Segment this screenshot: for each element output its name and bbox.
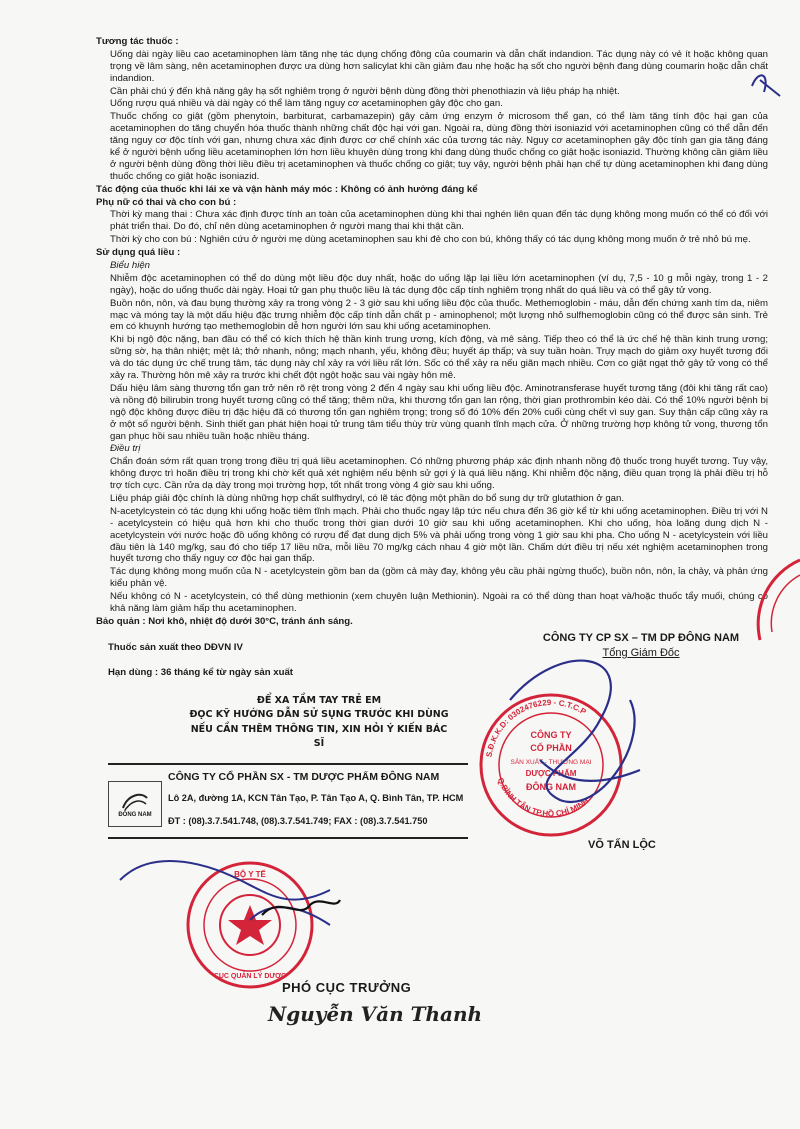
deputy-director-title: PHÓ CỤC TRƯỞNG bbox=[282, 980, 412, 995]
divider-top bbox=[108, 763, 468, 765]
manufacturer-contact: ĐT : (08).3.7.541.748, (08).3.7.541.749; FAX : (08).3.7.541.750 bbox=[168, 816, 428, 826]
svg-text:SẢN XUẤT - THƯƠNG MẠI: SẢN XUẤT - THƯƠNG MẠI bbox=[510, 759, 592, 766]
director-title: Tổng Giám Đốc bbox=[602, 647, 680, 659]
manufacturer-name: CÔNG TY CỔ PHẦN SX - TM DƯỢC PHẨM ĐÔNG NAM bbox=[168, 771, 440, 783]
svg-text:DƯỢC PHẨM: DƯỢC PHẨM bbox=[525, 769, 577, 778]
logo-swirl-icon bbox=[120, 790, 150, 812]
svg-text:BỘ Y TẾ: BỘ Y TẾ bbox=[234, 870, 266, 879]
company-logo bbox=[108, 781, 162, 827]
paragraph: N-acetylcystein có tác dụng khi uống hoặc tiêm tĩnh mạch. Phải cho thuốc ngay lập tức nếu chưa đến 36 giờ kể từ khi uống acetaminophen. Điều trị với N - acetylcystein có hiệu quả hơn khi cho thuốc trong thời gian dưới 10 giờ sau khi uống acetaminophen. Khi cho uống, hòa loãng dung dịch N - acetylcystein với nước hoặc đồ uống không có rượu để đạt dung dịch 5% và phải uống trong vòng 1 giờ sau khi pha. Cho uống N - acetylcystein với liều đầu tiên là 140 mg/kg, sau đó cho tiếp 17 liều nữa, mỗi liều 70 mg/kg cách nhau 4 giờ một lần. Chấm dứt điều trị nếu xét nghiệm acetaminophen trong huyết tương cho thấy nguy cơ độc hại gan thấp. bbox=[110, 505, 768, 565]
svg-text:CỔ PHẦN: CỔ PHẦN bbox=[530, 743, 572, 753]
svg-text:CÔNG TY: CÔNG TY bbox=[530, 730, 572, 740]
paragraph: Tác dụng không mong muốn của N - acetylcystein gồm ban da (gồm cả mày đay, không yêu cầu phải ngừng thuốc), buồn nôn, nôn, ỉa chảy, và phản ứng kiểu phản vệ. bbox=[110, 566, 768, 590]
paragraph: Khi bị ngộ độc nặng, ban đầu có thể có kích thích hệ thần kinh trung ương, kích động, và mê sảng. Tiếp theo có thể là ức chế hệ thần kinh trung ương; sững sờ, hạ thân nhiệt; mệt lả; thở nhanh, nông; mạch nhanh, yếu, không đều; huyết áp thấp; và suy tuần hoàn. Trụy mạch do giảm oxy huyết tương đối và do tác dụng ức chế trung tâm, tác dụng này chỉ xảy ra với liều rất lớn. Sốc có thể xảy ra nếu giãn mạch nhiều. Cơn co giật ngạt thở gây tử vong có thể xảy ra. Thường hôn mê xảy ra trước khi chết đột ngột hoặc sau vài ngày hôn mê. bbox=[110, 334, 768, 382]
paragraph: Thời kỳ mang thai : Chưa xác định được tính an toàn của acetaminophen dùng khi thai nghén liên quan đến tác dụng không mong muốn có thể có đối với phát triển thai. Do đó, chỉ nên dùng acetaminophen ở người mang thai khi thật cần. bbox=[110, 209, 768, 233]
svg-text:Q.BÌNH TÂN TP.HỒ CHÍ MINH: Q.BÌNH TÂN TP.HỒ CHÍ MINH bbox=[495, 776, 591, 819]
expiry-text: Hạn dùng : 36 tháng kể từ ngày sản xuất bbox=[108, 667, 293, 678]
paragraph: Sử dụng quá liều : bbox=[96, 247, 181, 259]
warning-line: ĐỌC KỸ HƯỚNG DẪN SỬ SỤNG TRƯỚC KHI DÙNG bbox=[189, 709, 449, 721]
deputy-director-name: Nguyễn Văn Thanh bbox=[268, 1002, 483, 1026]
paragraph: Bảo quản : Nơi khô, nhiệt độ dưới 30°C, tránh ánh sáng. bbox=[96, 615, 353, 627]
manufacturer-address: Lô 2A, đường 1A, KCN Tân Tạo, P. Tân Tạo A, Q. Bình Tân, TP. HCM bbox=[168, 793, 464, 803]
authority-stamp-icon bbox=[188, 863, 312, 987]
paragraph: Tác động của thuốc khi lái xe và vận hành máy móc : Không có ảnh hưởng đáng kể bbox=[96, 183, 478, 195]
director-signature-icon bbox=[510, 661, 640, 802]
authority-signature-icon bbox=[120, 861, 330, 925]
interactions-heading: Tương tác thuốc : bbox=[96, 36, 179, 47]
paragraph: Uống rượu quá nhiều và dài ngày có thể làm tăng nguy cơ acetaminophen gây độc cho gan. bbox=[110, 98, 503, 110]
paragraph: Điều trị bbox=[110, 443, 141, 455]
paragraph: Phụ nữ có thai và cho con bú : bbox=[96, 196, 237, 208]
paragraph: Cần phải chú ý đến khả năng gây hạ sốt nghiêm trọng ở người bệnh dùng đồng thời phenothiazin và liệu pháp hạ nhiệt. bbox=[110, 85, 620, 97]
paragraph-list bbox=[96, 49, 768, 628]
paragraph: Chẩn đoán sớm rất quan trọng trong điều trị quá liều acetaminophen. Có những phương pháp xác định nhanh nồng độ thuốc trong huyết tương. Tuy vậy, không được trì hoãn điều trị trong khi chờ kết quả xét nghiệm nếu bệnh sử gợi ý là quá liều nặng. Khi nhiễm độc nặng, điều quan trọng là phải điều trị hỗ trợ tích cực. Cần rửa dạ dày trong mọi trường hợp, tốt nhất trong vòng 4 giờ sau khi uống. bbox=[110, 456, 768, 492]
product-info bbox=[108, 642, 293, 692]
company-stamp-icon bbox=[481, 695, 621, 835]
divider-bottom bbox=[108, 837, 468, 839]
paragraph: Liệu pháp giải độc chính là dùng những hợp chất sulfhydryl, có lẽ tác động một phần do bổ sung dự trữ glutathion ở gan. bbox=[110, 492, 625, 504]
paragraph: Thời kỳ cho con bú : Nghiên cứu ở người mẹ dùng acetaminophen sau khi đẻ cho con bú, không thấy có tác dụng không mong muốn ở trẻ nhỏ bú mẹ. bbox=[110, 234, 751, 246]
paragraph: Biểu hiện bbox=[110, 260, 151, 272]
svg-text:S.Đ.K.K.D: 0302476229 - C.T.C.: S.Đ.K.K.D: 0302476229 - C.T.C.P bbox=[484, 697, 588, 758]
paragraph: Dấu hiệu lâm sàng thương tổn gan trở nên rõ rệt trong vòng 2 đến 4 ngày sau khi uống liều độc. Aminotransferase huyết tương tăng (đôi khi tăng rất cao) và nồng độ bilirubin trong huyết tương cũng có thể tăng; thêm nữa, khi thương tổn gan lan rộng, thời gian prothrombin kéo dài. Có thể 10% người bệnh bị ngộ độc không được điều trị đặc hiệu đã có thương tổn gan nghiêm trọng; trong số đó 10% đến 20% cuối cùng chết vì suy gan. Suy thận cấp cũng xảy ra ở một số người bệnh. Sinh thiết gan phát hiện hoại tử trung tâm tiểu thùy trừ vùng quanh tĩnh mạch cửa. Ở những trường hợp không tử vong, thương tổn gan phục hồi sau nhiều tuần hoặc nhiều tháng. bbox=[110, 382, 768, 442]
paragraph: Thuốc chống co giật (gồm phenytoin, barbiturat, carbamazepin) gây cảm ứng enzym ở microsom thể gan, có thể làm tăng tính độc hại gan của acetaminophen do tăng chuyển hóa thuốc thành những chất độc hại với gan. Ngoài ra, dùng đồng thời isoniazid với acetaminophen cũng có thể dẫn đến tăng nguy cơ độc tính với gan, nhưng chưa xác định được cơ chế chính xác của tương tác này. Nguy cơ acetaminophen gây độc tính gan gia tăng đáng kể ở người bệnh uống liều acetaminophen lớn hơn liều khuyên dùng trong khi đang dùng thuốc chống co giật hoặc isoniazid. Thường không cần giảm liều ở người bệnh dùng đồng thời liều điều trị acetaminophen và thuốc chống co giật; tuy vậy, người bệnh phải hạn chế tự dùng acetaminophen khi đang dùng thuốc chống co giật hoặc isoniazid. bbox=[110, 111, 768, 182]
signer-name: VÕ TẤN LỘC bbox=[588, 839, 656, 851]
leaflet-text bbox=[96, 36, 768, 629]
warning-block bbox=[184, 694, 454, 751]
company-name-right: CÔNG TY CP SX – TM DP ĐÔNG NAM bbox=[542, 632, 740, 644]
logo-text: ĐÔNG NAM bbox=[118, 812, 152, 818]
paragraph: Uống dài ngày liều cao acetaminophen làm tăng nhẹ tác dụng chống đông của coumarin và dẫn chất indandion. Tác dụng này có vẻ ít hoặc không quan trọng về lâm sàng, nên acetaminophen được ưa dùng hơn salicylat khi cần giảm đau nhẹ hoặc hạ sốt cho người bệnh đang dùng coumarin hoặc dẫn chất indandion. bbox=[110, 48, 768, 84]
warning-line: ĐỂ XA TẦM TAY TRẺ EM bbox=[256, 695, 382, 706]
svg-text:ĐÔNG NAM: ĐÔNG NAM bbox=[526, 782, 576, 792]
paragraph: Buồn nôn, nôn, và đau bụng thường xảy ra trong vòng 2 - 3 giờ sau khi uống liều độc của thuốc. Methemoglobin - máu, dẫn đến chứng xanh tím da, niêm mạc và móng tay là một dấu hiệu đặc trưng nhiễm độc cấp tính dẫn chất p - aminophenol; một lượng nhỏ sulfhemoglobin cũng có thể được sản sinh. Trẻ em có khuynh hướng tạo methemoglobin dễ hơn người lớn sau khi uống acetaminophen. bbox=[110, 297, 768, 333]
paragraph: Nếu không có N - acetylcystein, có thể dùng methionin (xem chuyên luận Methionin). Ngoài ra có thể dùng than hoạt và/hoặc thuốc tẩy muối, chúng có khả năng làm giảm hấp thu acetaminophen. bbox=[110, 591, 768, 614]
company-signature-block bbox=[516, 632, 766, 659]
standard-text: Thuốc sản xuất theo DĐVN IV bbox=[108, 642, 243, 653]
svg-text:CỤC QUẢN LÝ DƯỢC: CỤC QUẢN LÝ DƯỢC bbox=[213, 973, 287, 980]
warning-line: NẾU CẦN THÊM THÔNG TIN, XIN HỎI Ý KIẾN BÁC SĨ bbox=[190, 723, 448, 749]
paragraph: Nhiễm độc acetaminophen có thể do dùng một liều độc duy nhất, hoặc do uống lặp lại liều lớn acetaminophen (ví dụ, 7,5 - 10 g mỗi ngày, trong 1 - 2 ngày), hoặc do uống thuốc dài ngày. Hoại tử gan phụ thuộc liều là tác dụng độc cấp tính nghiêm trọng nhất do quá liều và có thể gây tử vong. bbox=[110, 272, 768, 296]
